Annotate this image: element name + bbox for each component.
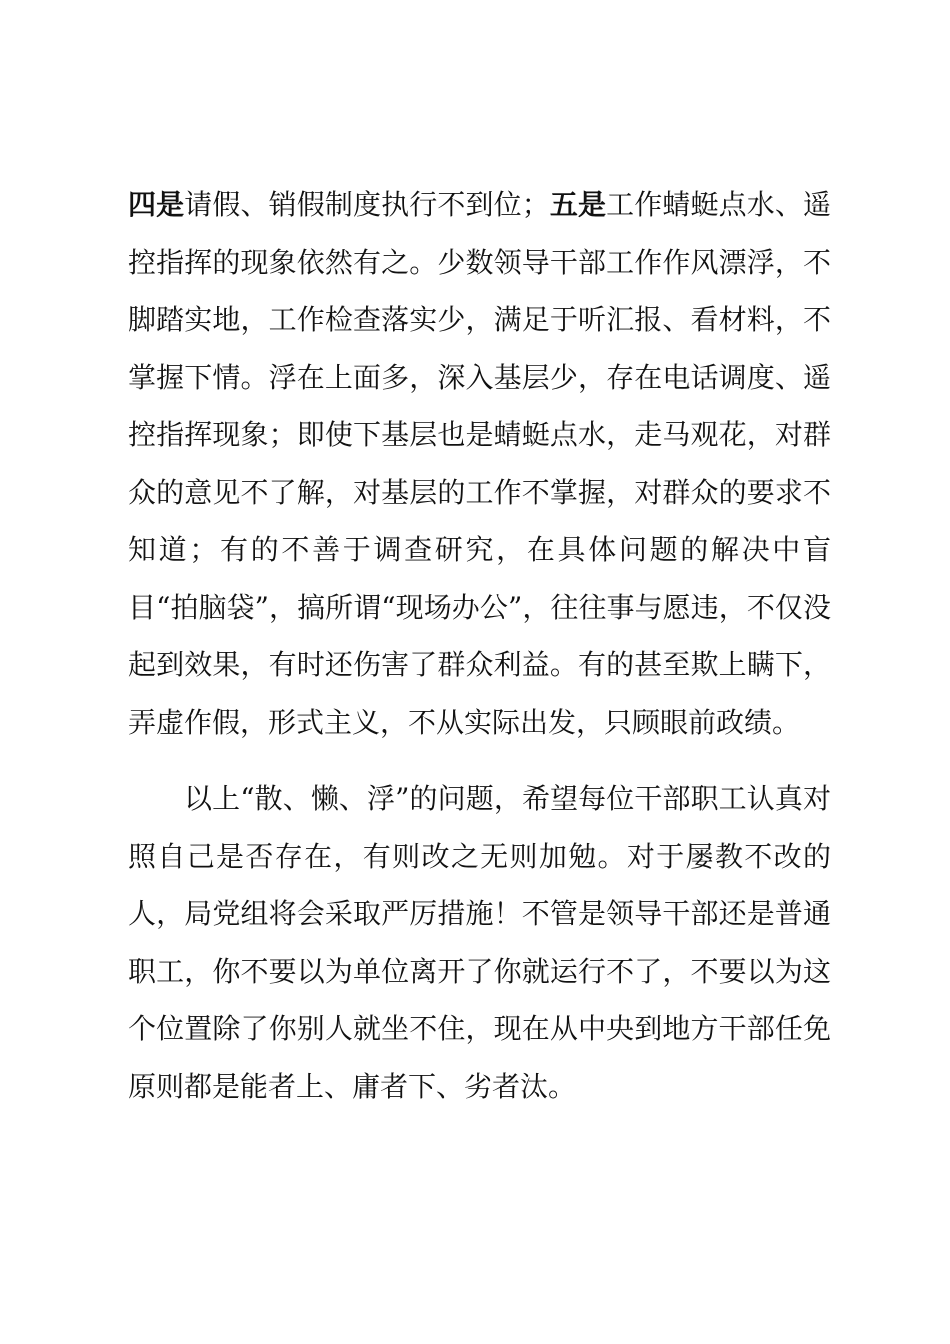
label-five: 五是: [549, 188, 607, 221]
paragraph-conclusion: 以上“散、懒、浮”的问题，希望每位干部职工认真对照自己是否存在，有则改之无则加勉。对于屡教不改的人，局党组将会采取严厉措施！不管是领导干部还是普通职工，你不要以为单位离开了你就运行不了，不要以为这个位置除了你别人就坐不住，现在从中央到地方干部任免原则都是能者上、庸者下、劣者汰。: [128, 782, 831, 1103]
text-work-style: 工作蜻蜓点水、遥控指挥的现象依然有之。少数领导干部工作作风漂浮，不脚踏实地，工作检查落实少，满足于听汇报、看材料，不掌握下情。浮在上面多，深入基层少，存在电话调度、遥控指挥现象；即使下基层也是蜻蜓点水，走马观花，对群众的意见不了解，对基层的工作不掌握，对群众的要求不知道；有的不善于调查研究，在具体问题的解决中盲目“拍脑袋”，搞所谓“现场办公”，往往事与愿违，不仅没起到效果，有时还伤害了群众利益。有的甚至欺上瞒下，弄虚作假，形式主义，不从实际出发，只顾眼前政绩。: [128, 188, 831, 739]
document-body: [128, 176, 831, 1115]
label-four: 四是: [128, 188, 185, 221]
text-leave-system: 请假、销假制度执行不到位；: [184, 188, 550, 221]
paragraph-problems-four-five: [128, 176, 831, 751]
